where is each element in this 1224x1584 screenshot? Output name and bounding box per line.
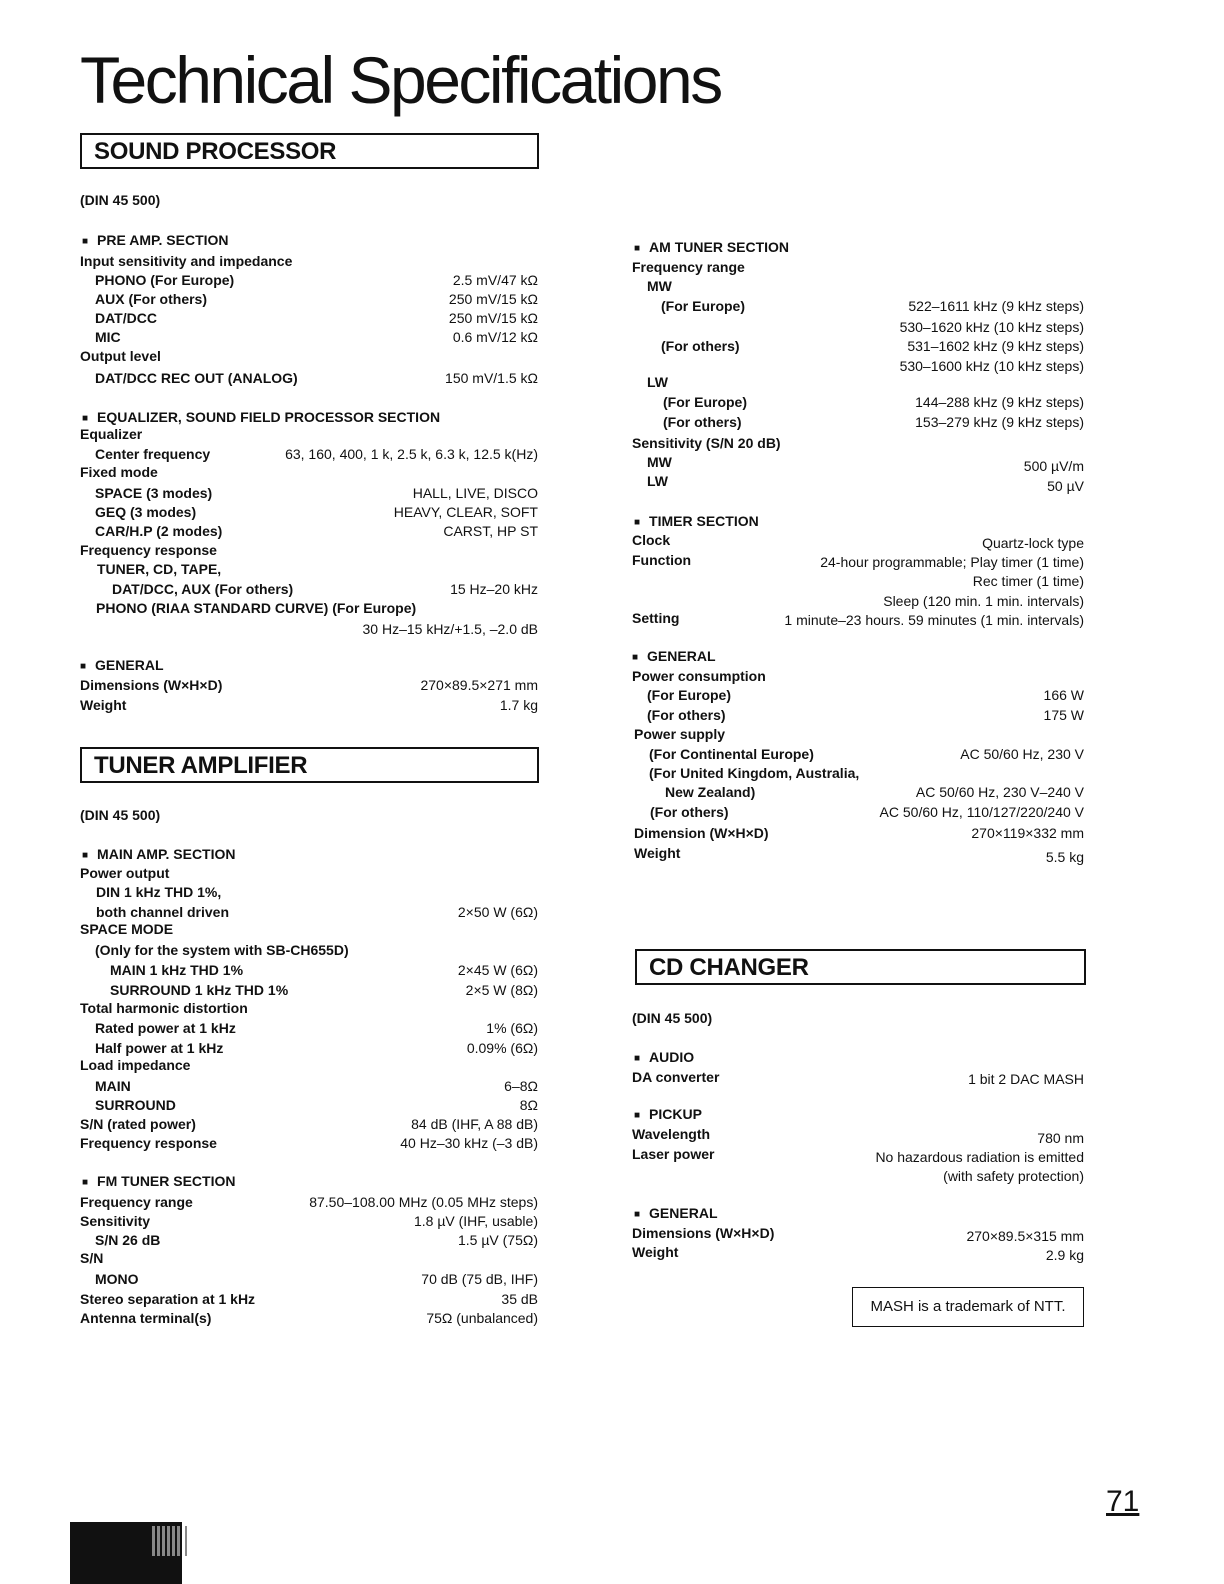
spec-row: DAT/DCC 250 mV/15 kΩ [95,310,538,326]
spec-row: Laser power [632,1146,715,1162]
spec-row: S/N (rated power) 84 dB (IHF, A 88 dB) [80,1116,538,1132]
spec-row: DAT/DCC, AUX (For others) 15 Hz–20 kHz [112,581,538,597]
spec-row: (For United Kingdom, Australia, [649,765,860,781]
spec-row: SPACE (3 modes) HALL, LIVE, DISCO [95,485,538,501]
equalizer-heading: ■ EQUALIZER, SOUND FIELD PROCESSOR SECTION [80,408,538,427]
general-heading: ■ GENERAL [632,1204,1084,1223]
spec-row: 500 µV/m [1023,458,1084,474]
spec-row: 2.9 kg [1045,1247,1084,1263]
spec-row: 780 nm [1037,1130,1084,1146]
spec-row: PHONO (RIAA STANDARD CURVE) (For Europe) [96,600,417,616]
spec-row: Weight [632,1244,679,1260]
spec-row: Frequency range [632,259,745,275]
spec-row: DIN 1 kHz THD 1%, [96,884,222,900]
spec-row: Sensitivity 1.8 µV (IHF, usable) [80,1213,538,1229]
spec-row: 24-hour programmable; Play timer (1 time) [820,554,1084,570]
spec-row: LW [647,473,668,489]
spec-row: Sensitivity (S/N 20 dB) [632,435,781,451]
spec-row: (For others) 531–1602 kHz (9 kHz steps) [661,338,1084,354]
cd-changer-heading: CD CHANGER [649,954,809,981]
spec-row: SURROUND 8Ω [95,1097,538,1113]
spec-row: SPACE MODE [80,921,174,937]
spec-row: Equalizer [80,426,143,442]
spec-row: Sleep (120 min. 1 min. intervals) [883,593,1084,609]
din-note: (DIN 45 500) [80,192,161,208]
din-note: (DIN 45 500) [80,807,161,823]
spec-row: MONO 70 dB (75 dB, IHF) [95,1271,538,1287]
spec-row: Dimensions (W×H×D) 270×89.5×271 mm [80,677,538,693]
spec-row: MIC 0.6 mV/12 kΩ [95,329,538,345]
spec-row: Rated power at 1 kHz 1% (6Ω) [95,1020,538,1036]
spec-row: (with safety protection) [943,1168,1084,1184]
spec-row: DA converter [632,1069,720,1085]
spec-row: S/N 26 dB 1.5 µV (75Ω) [95,1232,538,1248]
spec-row: S/N [80,1250,104,1266]
spec-row: 1 bit 2 DAC MASH [968,1071,1084,1087]
spec-row: (For Continental Europe) AC 50/60 Hz, 230 V [649,746,1084,762]
spec-row: Power supply [634,726,726,742]
spec-row: PHONO (For Europe) 2.5 mV/47 kΩ [95,272,538,288]
spec-row: MW [647,278,672,294]
cd-changer-heading-box [635,949,1086,985]
general-heading: ■ GENERAL [632,647,1084,666]
spec-row: Output level [80,348,161,364]
spec-row: 1 minute–23 hours. 59 minutes (1 min. intervals) [784,612,1084,628]
spec-row: Quartz-lock type [982,535,1084,551]
spec-row: 5.5 kg [1045,849,1084,865]
tuner-amplifier-heading-box [80,747,539,783]
spec-row: (For others) 175 W [647,707,1084,723]
din-note: (DIN 45 500) [632,1010,713,1026]
sound-processor-heading: SOUND PROCESSOR [94,138,337,165]
spec-row: 270×89.5×315 mm [966,1228,1084,1244]
spec-row: Power consumption [632,668,766,684]
spec-row: (For Europe) 166 W [647,687,1084,703]
spec-row: AUX (For others) 250 mV/15 kΩ [95,291,538,307]
spec-row: No hazardous radiation is emitted [875,1149,1084,1165]
page-number: 71 [1106,1485,1140,1518]
spec-row: Rec timer (1 time) [972,573,1084,589]
spec-row: (Only for the system with SB-CH655D) [95,942,349,958]
spec-row: Total harmonic distortion [80,1000,248,1016]
spec-row: LW [647,374,668,390]
timer-heading: ■ TIMER SECTION [632,512,1084,531]
spec-row: TUNER, CD, TAPE, [97,561,222,577]
spec-row: Clock [632,532,671,548]
spec-row: Fixed mode [80,464,158,480]
spec-row: (For Europe) 522–1611 kHz (9 kHz steps) [661,298,1084,314]
spec-row: Dimensions (W×H×D) [632,1225,775,1241]
spec-row: Frequency response 40 Hz–30 kHz (–3 dB) [80,1135,538,1151]
spec-row: MAIN 6–8Ω [95,1078,538,1094]
scan-artifact-noise [150,1526,190,1556]
main-amp-heading: ■ MAIN AMP. SECTION [80,845,538,864]
spec-row: Half power at 1 kHz 0.09% (6Ω) [95,1040,538,1056]
spec-row: Antenna terminal(s) 75Ω (unbalanced) [80,1310,538,1326]
spec-row: (For others) AC 50/60 Hz, 110/127/220/240 V [650,804,1084,820]
audio-heading: ■ AUDIO [632,1048,1084,1067]
spec-row: Power output [80,865,170,881]
spec-row: 530–1620 kHz (10 kHz steps) [899,319,1084,335]
spec-row: Load impedance [80,1057,191,1073]
spec-row: Input sensitivity and impedance [80,253,293,269]
spec-row: Function [632,552,692,568]
page-title: Technical Specifications [80,43,721,117]
spec-row: MAIN 1 kHz THD 1% 2×45 W (6Ω) [110,962,538,978]
spec-row: New Zealand) AC 50/60 Hz, 230 V–240 V [665,784,1084,800]
spec-row: Weight 1.7 kg [80,697,538,713]
pre-amp-heading: ■ PRE AMP. SECTION [80,231,538,250]
pickup-heading: ■ PICKUP [632,1105,1084,1124]
tuner-amplifier-heading: TUNER AMPLIFIER [94,752,308,779]
spec-row: Dimension (W×H×D) 270×119×332 mm [634,825,1084,841]
general-heading: ■ GENERAL [80,656,538,675]
spec-row: DAT/DCC REC OUT (ANALOG) 150 mV/1.5 kΩ [95,370,538,386]
spec-row: Stereo separation at 1 kHz 35 dB [80,1291,538,1307]
spec-row: Frequency response [80,542,217,558]
spec-row: Frequency range 87.50–108.00 MHz (0.05 MHz steps) [80,1194,538,1210]
spec-row: Setting [632,610,680,626]
spec-row: SURROUND 1 kHz THD 1% 2×5 W (8Ω) [110,982,538,998]
spec-row: 50 µV [1047,478,1084,494]
spec-row: MW [647,454,672,470]
fm-tuner-heading: ■ FM TUNER SECTION [80,1172,538,1191]
trademark-note: MASH is a trademark of NTT. [852,1287,1084,1327]
spec-row: 30 Hz–15 kHz/+1.5, –2.0 dB [362,621,538,637]
spec-row: (For Europe) 144–288 kHz (9 kHz steps) [663,394,1084,410]
spec-row: 530–1600 kHz (10 kHz steps) [899,358,1084,374]
am-tuner-heading: ■ AM TUNER SECTION [632,238,1084,257]
spec-row: CAR/H.P (2 modes) CARST, HP ST [95,523,538,539]
spec-row: both channel driven 2×50 W (6Ω) [96,904,538,920]
spec-row: (For others) 153–279 kHz (9 kHz steps) [663,414,1084,430]
spec-row: GEQ (3 modes) HEAVY, CLEAR, SOFT [95,504,538,520]
sound-processor-heading-box [80,133,539,169]
spec-row: Weight [634,845,681,861]
spec-row: Wavelength [632,1126,711,1142]
spec-row: Center frequency 63, 160, 400, 1 k, 2.5 k, 6.3 k, 12.5 k(Hz) [95,446,538,462]
